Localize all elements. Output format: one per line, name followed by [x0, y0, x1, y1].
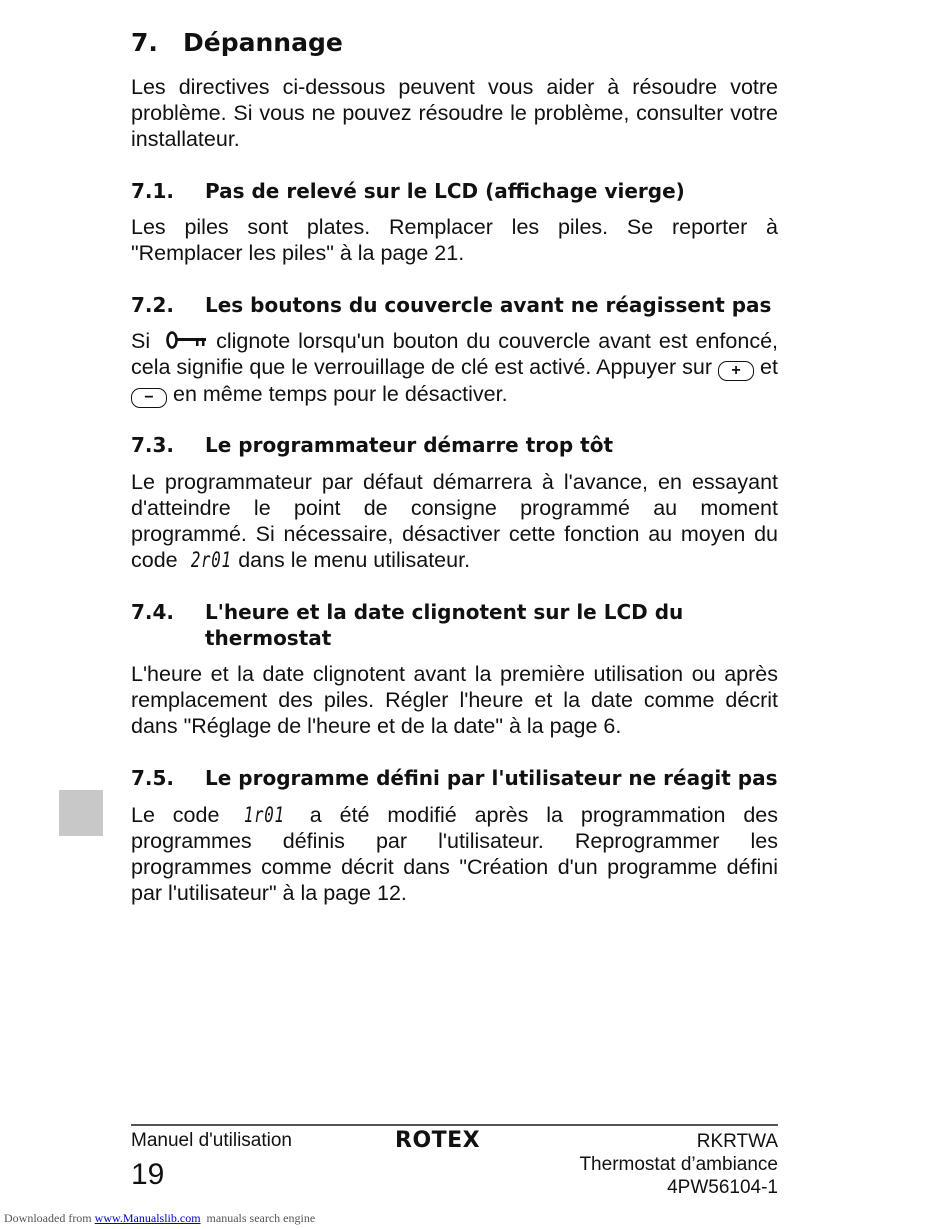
text-7-1: Les piles sont plates. Remplacer les piles. Se reporter à "Remplacer les piles" à la page 21. [131, 215, 778, 265]
lcd-code: 2r01 [190, 548, 232, 572]
heading-7-2: 7.2. Les boutons du couvercle avant ne réagissent pas [131, 293, 772, 317]
rotex-logo: ROTEX [395, 1128, 481, 1153]
chapter-tab [59, 790, 103, 836]
section-title: 7. Dépannage [131, 28, 343, 57]
heading-7-3: 7.3. Le programmateur démarre trop tôt [131, 433, 614, 457]
lcd-code: 1r01 [244, 803, 286, 827]
text-7-3: Le programmateur par défaut démarrera à l'avance, en essayant d'atteindre le point de consigne programmé au moment programmé. Si nécessaire, désactiver cette fonction au moyen du code 2r01 dans le menu utilisateur. [131, 470, 778, 572]
footer-divider [131, 1124, 778, 1126]
heading-7-5: 7.5. Le programme défini par l'utilisateur ne réagit pas [131, 766, 778, 790]
heading-7-4: 7.4. L'heure et la date clignotent sur le LCD du thermostat [131, 600, 684, 650]
download-note: Downloaded from www.Manualslib.com manuals search engine [4, 1211, 316, 1225]
page-number: 19 [131, 1158, 165, 1191]
key-lock-icon [166, 330, 208, 350]
text-7-2: Si clignote lorsqu'un bouton du couvercle avant est enfoncé, cela signifie que le verrouillage de clé est activé. Appuyer sur + et − en même temps pour le désactiver. [131, 329, 778, 406]
footer-manual: Manuel d'utilisation [131, 1130, 292, 1151]
intro-text: Les directives ci-dessous peuvent vous aider à résoudre votre problème. Si vous ne pouvez résoudre le problème, consulter votre installateur. [131, 75, 778, 151]
footer-right: RKRTWA Thermostat d’ambiance 4PW56104-1 [579, 1131, 778, 1198]
manualslib-link[interactable]: www.Manualslib.com [94, 1211, 201, 1225]
minus-button-icon: − [131, 388, 167, 408]
text-7-4: L'heure et la date clignotent avant la première utilisation ou après remplacement des piles. Régler l'heure et la date comme décrit dans "Réglage de l'heure et de la date" à la page 6. [131, 662, 778, 738]
heading-7-1: 7.1. Pas de relevé sur le LCD (affichage vierge) [131, 179, 685, 203]
text-7-5: Le code 1r01 a été modifié après la programmation des programmes définis par l'utilisateur. Reprogrammer les programmes comme décrit dans "Création d'un programme défini par l'utilisateur" à la page 12. [131, 803, 778, 905]
plus-button-icon: + [718, 361, 754, 381]
